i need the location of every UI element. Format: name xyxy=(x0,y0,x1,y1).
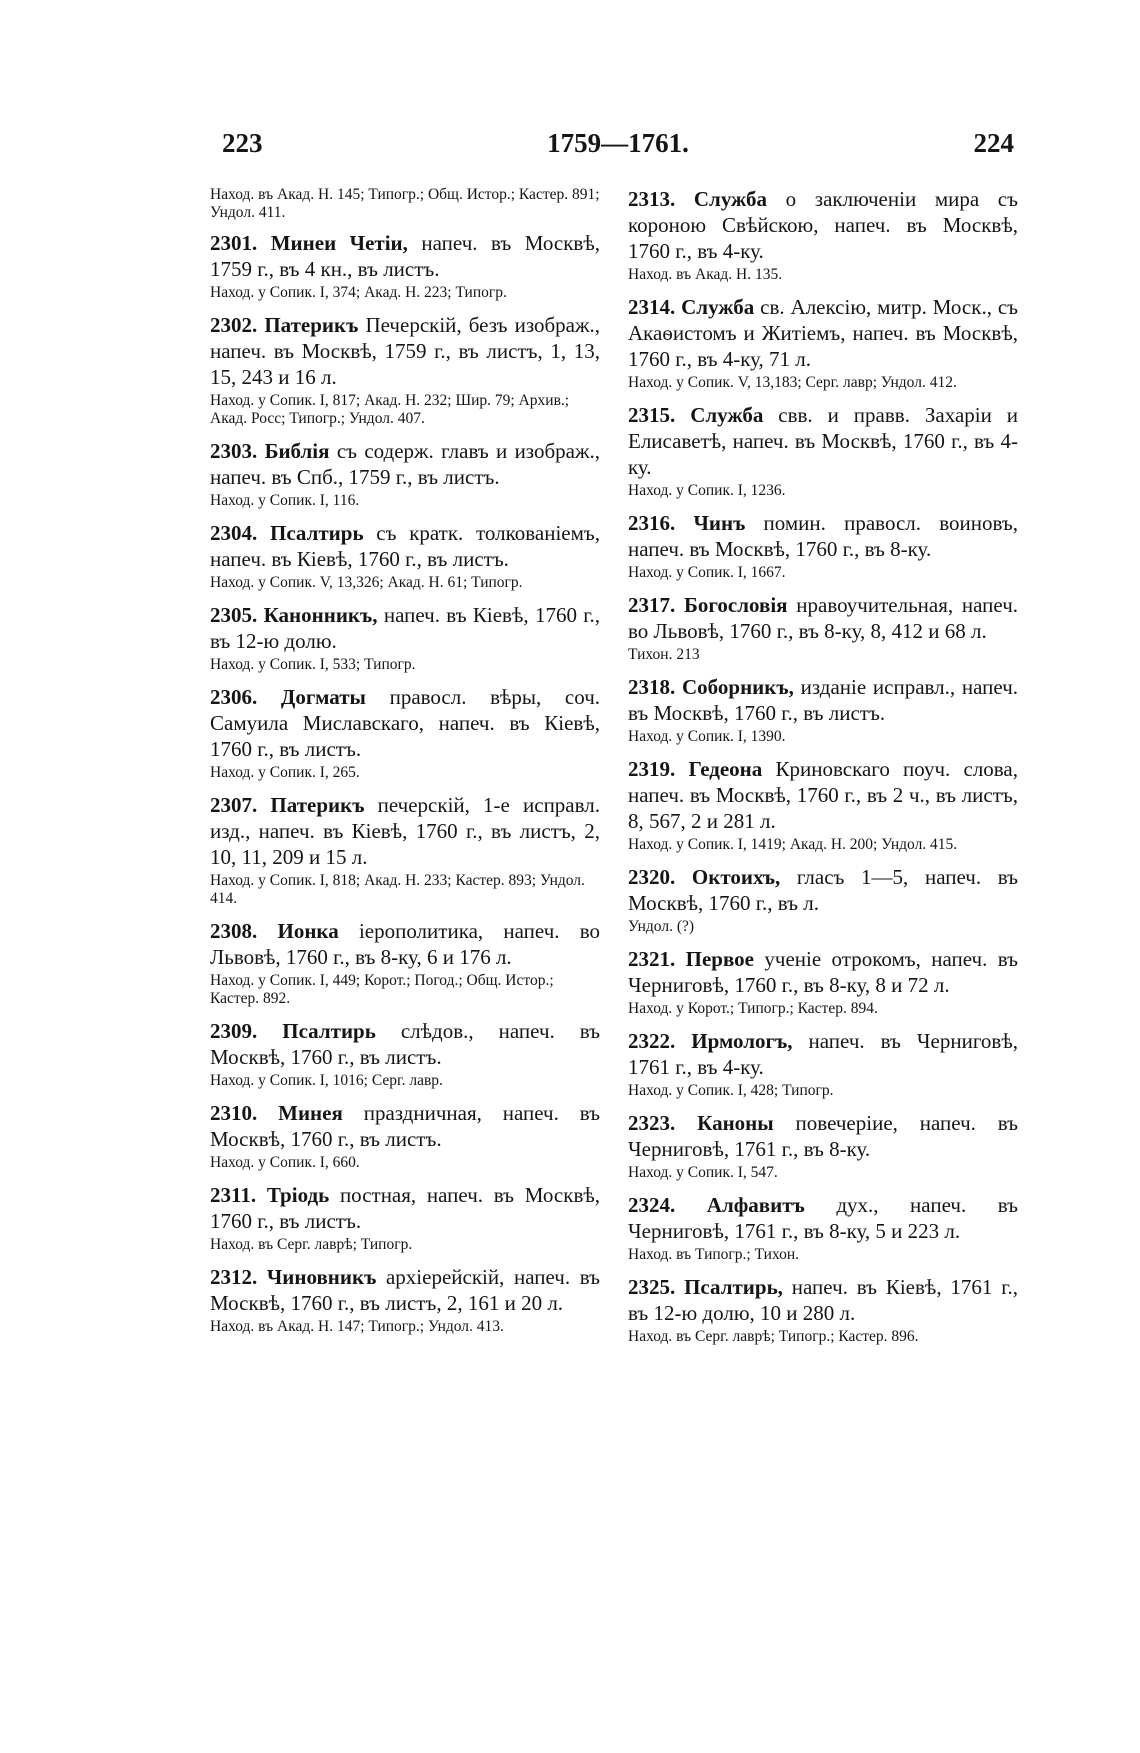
entry-number: 2309. xyxy=(210,1019,258,1043)
catalog-entry xyxy=(210,792,600,908)
catalog-entry xyxy=(210,602,600,674)
catalog-entry xyxy=(210,312,600,428)
entry-holdings: Наход. у Сопик. I, 1016; Серг. лавр. xyxy=(210,1072,443,1089)
entry-text xyxy=(628,1110,1018,1162)
entry-number: 2311. xyxy=(210,1183,257,1207)
entry-holdings: Наход. у Сопик. I, 1236. xyxy=(628,482,786,499)
entry-number: 2316. xyxy=(628,511,676,535)
entry-holdings: Наход. у Сопик. I, 818; Акад. Н. 233; Кастер. 893; Ундол. 414. xyxy=(210,872,585,907)
entry-holdings: Наход. въ Типогр.; Тихон. xyxy=(628,1246,800,1263)
entry-number: 2310. xyxy=(210,1101,258,1125)
entry-text xyxy=(210,1018,600,1070)
entry-text xyxy=(628,1274,1018,1326)
catalog-entry xyxy=(210,1100,600,1172)
entry-text xyxy=(628,1028,1018,1080)
entry-text xyxy=(628,1192,1018,1244)
entry-title: Каноны xyxy=(697,1111,774,1135)
catalog-entry xyxy=(628,510,1018,582)
entry-title: Библія xyxy=(264,439,330,463)
entry-holdings: Наход. у Сопик. I, 533; Типогр. xyxy=(210,656,416,673)
catalog-entry xyxy=(628,294,1018,392)
entry-title: Канонникъ, xyxy=(263,603,378,627)
catalog-entry xyxy=(628,1110,1018,1182)
entry-holdings: Наход. у Сопик. I, 1419; Акад. Н. 200; Ундол. 415. xyxy=(628,836,958,853)
entry-title: Служба xyxy=(693,187,768,211)
entry-number: 2321. xyxy=(628,947,676,971)
entry-title: Богословія xyxy=(684,593,788,617)
entry-description: іерополитика, напеч. во Львовѣ, 1760 г., въ 8-ку, 6 и 176 л. xyxy=(210,919,601,969)
entry-number: 2304. xyxy=(210,521,258,545)
entry-title: Гедеона xyxy=(688,757,763,781)
entry-title: Патерикъ xyxy=(270,793,365,817)
entry-text xyxy=(210,1264,600,1316)
entry-holdings: Тихон. 213 xyxy=(628,646,700,663)
entry-text xyxy=(210,1100,600,1152)
entry-text xyxy=(628,592,1018,644)
entry-holdings: Наход. у Сопик. I, 265. xyxy=(210,764,360,781)
entry-number: 2324. xyxy=(628,1193,676,1217)
entry-description: правосл. вѣры, соч. Самуила Миславскаго, напеч. въ Кіевѣ, 1760 г., въ листъ. xyxy=(210,685,601,761)
catalog-entry xyxy=(628,756,1018,854)
catalog-entry xyxy=(210,230,600,302)
entry-text xyxy=(628,946,1018,998)
entry-number: 2313. xyxy=(628,187,676,211)
catalog-entry xyxy=(210,520,600,592)
left-column xyxy=(210,186,600,1346)
catalog-entry xyxy=(628,592,1018,664)
entry-holdings: Ундол. (?) xyxy=(628,918,695,935)
entry-title: Минея xyxy=(278,1101,343,1125)
entry-holdings: Наход. у Сопик. V, 13,326; Акад. Н. 61; Типогр. xyxy=(210,574,523,591)
entry-description: дух., напеч. въ Черниговѣ, 1761 г., въ 8-ку, 5 и 223 л. xyxy=(628,1193,1018,1243)
entry-title: Ионка xyxy=(277,919,339,943)
entry-description: Печерскій, безъ изображ., напеч. въ Москвѣ, 1759 г., въ листъ, 1, 13, 15, 243 и 16 л. xyxy=(210,313,601,389)
entry-text xyxy=(210,312,600,390)
entry-number: 2307. xyxy=(210,793,258,817)
entry-title: Чиновникъ xyxy=(266,1265,377,1289)
continued-location-note: Наход. въ Акад. Н. 145; Типогр.; Общ. Истор.; Кастер. 891; Ундол. 411. xyxy=(210,186,600,221)
catalog-entry xyxy=(210,1264,600,1336)
entry-description: св. Алексію, митр. Моск., съ Акаѳистомъ и Житіемъ, напеч. въ Москвѣ, 1760 г., въ 4-ку, 71 л. xyxy=(628,295,1019,371)
entry-number: 2308. xyxy=(210,919,258,943)
entry-number: 2314. xyxy=(628,295,676,319)
entry-description: гласъ 1—5, напеч. въ Москвѣ, 1760 г., въ л. xyxy=(628,865,1019,915)
entry-title: Служба xyxy=(690,403,764,427)
entry-number: 2318. xyxy=(628,675,676,699)
entry-holdings: Наход. у Сопик. I, 374; Акад. Н. 223; Типогр. xyxy=(210,284,507,301)
entry-title: Соборникъ, xyxy=(682,675,794,699)
entry-text xyxy=(210,438,600,490)
entry-description: ученіе отрокомъ, напеч. въ Черниговѣ, 1760 г., въ 8-ку, 8 и 72 л. xyxy=(628,947,1019,997)
entry-text xyxy=(628,510,1018,562)
entry-number: 2319. xyxy=(628,757,676,781)
entry-description: напеч. въ Москвѣ, 1759 г., въ 4 кн., въ листъ. xyxy=(210,231,600,281)
entry-description: о заключеніи мира съ короною Свѣйскою, напеч. въ Москвѣ, 1760 г., въ 4-ку. xyxy=(628,187,1018,263)
catalog-entry xyxy=(628,1192,1018,1264)
entry-holdings: Наход. у Сопик. I, 547. xyxy=(628,1164,778,1181)
entry-description: напеч. въ Кіевѣ, 1760 г., въ 12-ю долю. xyxy=(210,603,601,653)
entry-text xyxy=(628,294,1018,372)
entry-description: съ кратк. толкованіемъ, напеч. въ Кіевѣ, 1760 г., въ листъ. xyxy=(210,521,601,571)
entry-description: постная, напеч. въ Москвѣ, 1760 г., въ листъ. xyxy=(210,1183,601,1233)
entry-number: 2303. xyxy=(210,439,258,463)
entry-description: печерскій, 1-е исправл. изд., напеч. въ Кіевѣ, 1760 г., въ листъ, 2, 10, 11, 209 и 15 л. xyxy=(210,793,600,869)
entry-holdings: Наход. въ Серг. лаврѣ; Типогр.; Кастер. 896. xyxy=(628,1328,919,1345)
entry-description: Криновскаго поуч. слова, напеч. въ Москвѣ, 1760 г., въ 2 ч., въ листъ, 8, 567, 2 и 281 л. xyxy=(628,757,1019,833)
catalog-entry xyxy=(210,918,600,1008)
catalog-entry xyxy=(210,438,600,510)
entry-title: Псалтирь xyxy=(269,521,364,545)
entry-number: 2322. xyxy=(628,1029,676,1053)
catalog-entry xyxy=(628,186,1018,284)
entry-text xyxy=(210,918,600,970)
entry-title: Тріодь xyxy=(266,1183,330,1207)
entry-text xyxy=(210,684,600,762)
entry-holdings: Наход. у Корот.; Типогр.; Кастер. 894. xyxy=(628,1000,878,1017)
catalog-entry xyxy=(210,1182,600,1254)
entry-description: праздничная, напеч. въ Москвѣ, 1760 г., въ листъ. xyxy=(210,1101,600,1151)
catalog-entry xyxy=(628,864,1018,936)
entry-number: 2301. xyxy=(210,231,258,255)
entry-holdings: Наход. у Сопик. I, 660. xyxy=(210,1154,360,1171)
catalog-entry xyxy=(210,684,600,782)
entry-title: Алфавитъ xyxy=(706,1193,805,1217)
page-number-left: 223 xyxy=(222,128,263,158)
entry-holdings: Наход. у Сопик. I, 1390. xyxy=(628,728,786,745)
entry-holdings: Наход. у Сопик. I, 817; Акад. Н. 232; Шир. 79; Архив.; Акад. Росс; Типогр.; Ундол. 407. xyxy=(210,392,570,427)
entry-description: нравоучительная, напеч. во Львовѣ, 1760 г., въ 8-ку, 8, 412 и 68 л. xyxy=(628,593,1018,643)
entry-number: 2320. xyxy=(628,865,676,889)
entry-description: слѣдов., напеч. въ Москвѣ, 1760 г., въ листъ. xyxy=(210,1019,601,1069)
entry-description: архіерейскій, напеч. въ Москвѣ, 1760 г., въ листъ, 2, 161 и 20 л. xyxy=(210,1265,600,1315)
entry-description: свв. и правв. Захаріи и Елисаветѣ, напеч. въ Москвѣ, 1760 г., въ 4-ку. xyxy=(628,403,1019,479)
page-number-right: 224 xyxy=(973,128,1014,158)
entry-description: повечеріие, напеч. въ Черниговѣ, 1761 г., въ 8-ку. xyxy=(628,1111,1019,1161)
entry-holdings: Наход. у Сопик. I, 428; Типогр. xyxy=(628,1082,834,1099)
entry-holdings: Наход. въ Акад. Н. 135. xyxy=(628,266,783,283)
catalog-entry xyxy=(628,402,1018,500)
entry-description: съ содерж. главъ и изображ., напеч. въ Спб., 1759 г., въ листъ. xyxy=(210,439,600,489)
entry-title: Ирмологъ, xyxy=(691,1029,793,1053)
catalog-entry xyxy=(628,1028,1018,1100)
entry-title: Первое xyxy=(685,947,754,971)
page-header xyxy=(222,128,1014,168)
right-column xyxy=(628,186,1018,1356)
entry-text xyxy=(210,520,600,572)
entry-holdings: Наход. у Сопик. I, 449; Корот.; Погод.; Общ. Истор.; Кастер. 892. xyxy=(210,972,554,1007)
entry-text xyxy=(210,792,600,870)
entry-title: Псалтирь, xyxy=(684,1275,783,1299)
entry-holdings: Наход. у Сопик. I, 116. xyxy=(210,492,360,509)
entry-text xyxy=(210,230,600,282)
catalog-entry xyxy=(628,674,1018,746)
entry-title: Минеи Четіи, xyxy=(270,231,408,255)
catalog-entry xyxy=(628,946,1018,1018)
entry-title: Псалтирь xyxy=(282,1019,376,1043)
entry-description: напеч. въ Черниговѣ, 1761 г., въ 4-ку. xyxy=(628,1029,1018,1079)
entry-text xyxy=(628,674,1018,726)
entry-description: напеч. въ Кіевѣ, 1761 г., въ 12-ю долю, 10 и 280 л. xyxy=(628,1275,1018,1325)
catalog-entry xyxy=(628,1274,1018,1346)
entry-number: 2323. xyxy=(628,1111,676,1135)
entry-number: 2305. xyxy=(210,603,258,627)
entry-number: 2302. xyxy=(210,313,258,337)
entry-number: 2325. xyxy=(628,1275,676,1299)
catalog-entry xyxy=(210,1018,600,1090)
entry-text xyxy=(628,864,1018,916)
entry-description: изданіе исправл., напеч. въ Москвѣ, 1760 г., въ листъ. xyxy=(628,675,1019,725)
entry-title: Служба xyxy=(681,295,755,319)
entry-text xyxy=(210,602,600,654)
entry-title: Чинъ xyxy=(693,511,746,535)
entry-text xyxy=(628,402,1018,480)
entry-holdings: Наход. въ Серг. лаврѣ; Типогр. xyxy=(210,1236,413,1253)
entry-number: 2317. xyxy=(628,593,676,617)
entry-number: 2315. xyxy=(628,403,676,427)
entry-title: Догматы xyxy=(280,685,366,709)
entry-holdings: Наход. въ Акад. Н. 147; Типогр.; Ундол. 413. xyxy=(210,1318,504,1335)
entry-number: 2312. xyxy=(210,1265,258,1289)
entry-text xyxy=(628,756,1018,834)
entry-title: Октоихъ, xyxy=(691,865,781,889)
entry-text xyxy=(628,186,1018,264)
entry-number: 2306. xyxy=(210,685,258,709)
entry-holdings: Наход. у Сопик. V, 13,183; Серг. лавр; Ундол. 412. xyxy=(628,374,957,391)
entry-description: помин. правосл. воиновъ, напеч. въ Москвѣ, 1760 г., въ 8-ку. xyxy=(628,511,1018,561)
entry-title: Патерикъ xyxy=(264,313,359,337)
entry-text xyxy=(210,1182,600,1234)
page-years-heading: 1759—1761. xyxy=(547,128,689,158)
entry-holdings: Наход. у Сопик. I, 1667. xyxy=(628,564,786,581)
